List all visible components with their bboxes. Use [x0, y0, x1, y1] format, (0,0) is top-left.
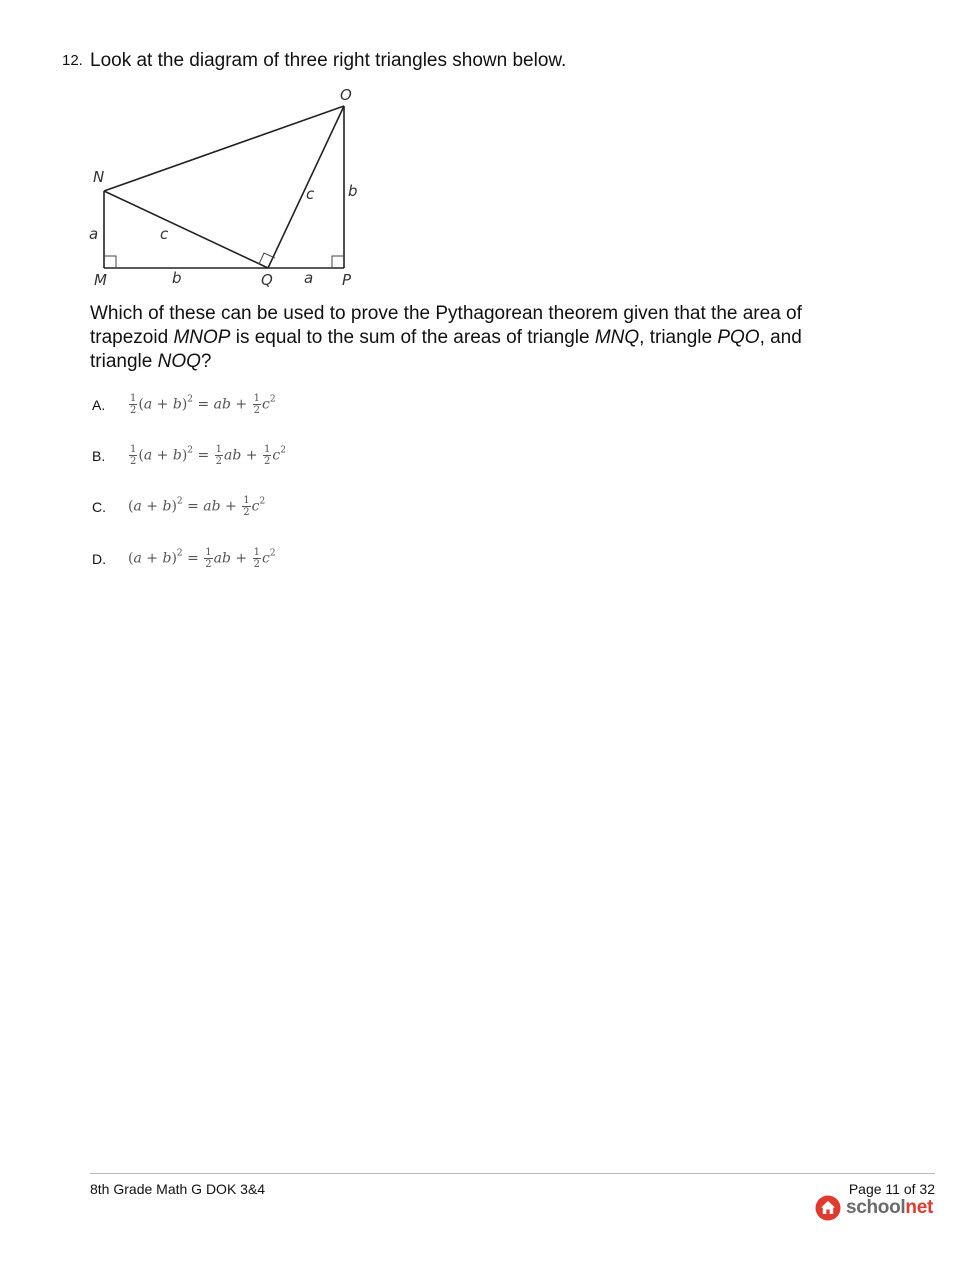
- question-stem: Look at the diagram of three right triangles shown below.: [90, 50, 567, 71]
- choice-formula: $(a + b)^2$ = ab + $\frac{1}{2}$ $c^2$: [128, 495, 266, 518]
- point-label-M: M: [94, 271, 107, 289]
- answer-choice-c[interactable]: [92, 495, 412, 533]
- segment-NQ: [104, 191, 268, 268]
- schoolnet-logo: [815, 1194, 933, 1222]
- footer-course-title: 8th Grade Math G DOK 3&4: [90, 1181, 266, 1197]
- choice-letter: B.: [92, 448, 106, 464]
- answer-choice-a[interactable]: [92, 393, 412, 431]
- choice-formula: $\frac{1}{2}$ $(a + b)^2$ = $\frac{1}{2}$ ab + $\frac{1}{2}$ $c^2$: [130, 444, 286, 467]
- segment-label-QO: c: [306, 185, 315, 203]
- choice-formula: $(a + b)^2$ = $\frac{1}{2}$ ab + $\frac{1}{2}$ $c^2$: [128, 547, 276, 570]
- question-prompt: Which of these can be used to prove the Pythagorean theorem given that the area of trapezoid MNOP is equal to the sum of the areas of triangle MNQ, triangle PQO, and triangle NOQ?: [90, 303, 802, 372]
- choice-letter: D.: [92, 551, 106, 567]
- segment-label-PO: b: [348, 182, 358, 200]
- schoolnet-wordmark: schoolnet: [845, 1197, 933, 1218]
- right-angle-mark-P: [332, 256, 344, 268]
- footer-page-number: Page 11 of 32: [848, 1181, 935, 1197]
- answer-choice-d[interactable]: [92, 547, 412, 585]
- segment-label-MQ: b: [172, 269, 182, 287]
- segment-label-QP: a: [304, 269, 314, 287]
- point-label-Q: Q: [261, 271, 273, 289]
- right-angle-mark-M: [104, 256, 116, 268]
- answer-choice-b[interactable]: [92, 444, 412, 482]
- segment-NO: [104, 106, 344, 191]
- point-label-O: O: [340, 86, 352, 104]
- point-label-P: P: [342, 271, 352, 289]
- choice-letter: A.: [92, 397, 106, 413]
- right-triangles-diagram: [80, 82, 370, 292]
- schoolnet-house-icon: [815, 1195, 841, 1221]
- segment-label-NQ: c: [160, 225, 169, 243]
- footer-divider: [90, 1173, 935, 1174]
- point-label-N: N: [93, 168, 105, 186]
- choice-formula: $\frac{1}{2}$ $(a + b)^2$ = ab + $\frac{1}{2}$ $c^2$: [130, 393, 276, 416]
- segment-label-MN: a: [89, 225, 99, 243]
- choice-letter: C.: [92, 499, 106, 515]
- question-number: 12.: [62, 52, 83, 69]
